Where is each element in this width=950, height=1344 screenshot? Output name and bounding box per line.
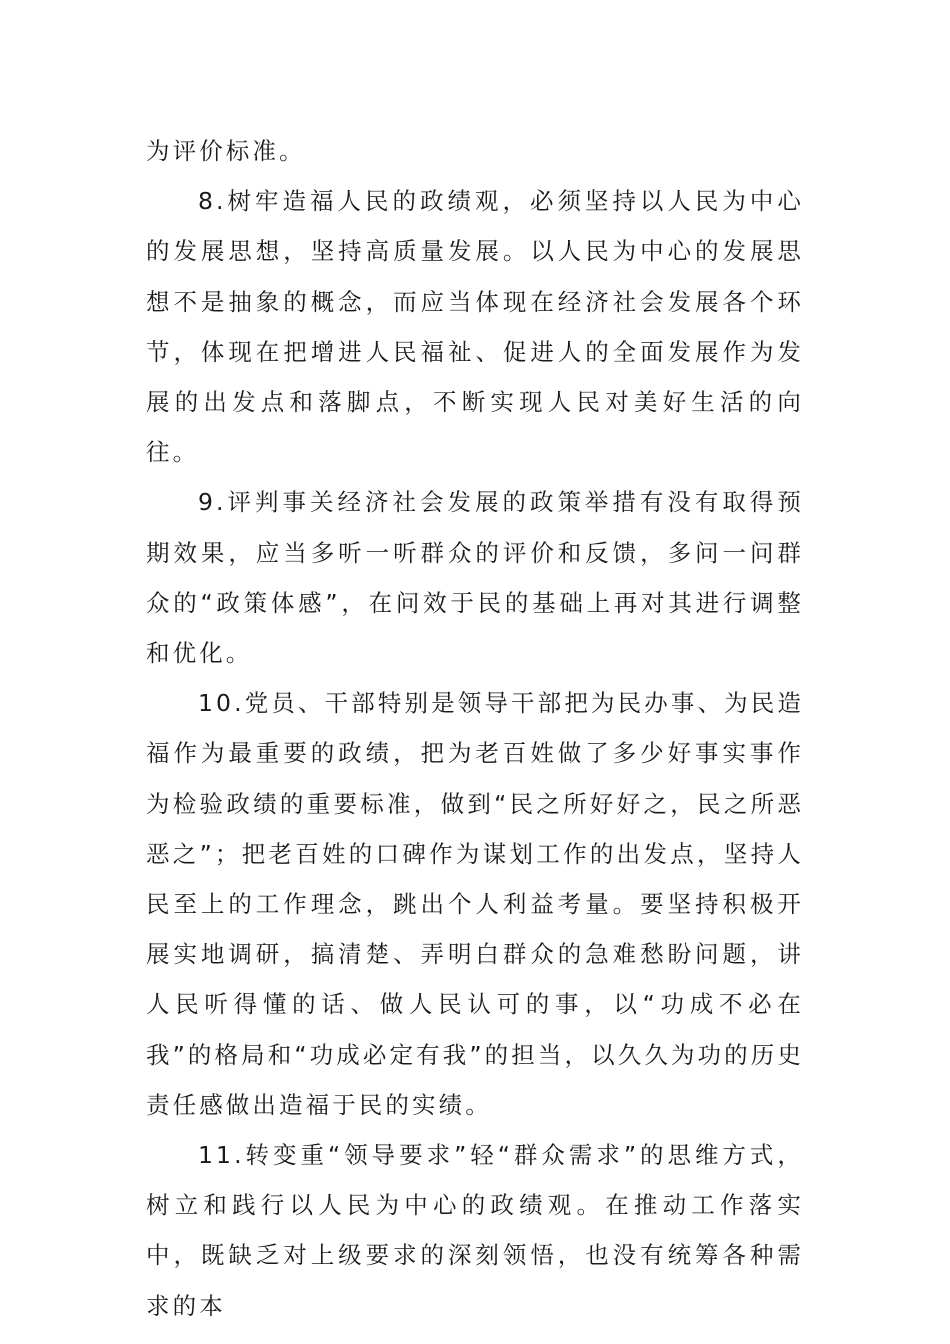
document-body <box>146 126 804 1331</box>
paragraph-10: 10.党员、干部特别是领导干部把为民办事、为民造福作为最重要的政绩，把为老百姓做了多少好事实事作为检验政绩的重要标准，做到“民之所好好之，民之所恶恶之”；把老百姓的口碑作为谋划工作的出发点，坚持人民至上的工作理念，跳出个人利益考量。要坚持积极开展实地调研，搞清楚、弄明白群众的急难愁盼问题，讲人民听得懂的话、做人民认可的事，以“功成不必在我”的格局和“功成必定有我”的担当，以久久为功的历史责任感做出造福于民的实绩。 <box>146 689 804 1119</box>
paragraph-11: 11.转变重“领导要求”轻“群众需求”的思维方式，树立和践行以人民为中心的政绩观。在推动工作落实中，既缺乏对上级要求的深刻领悟，也没有统筹各种需求的本 <box>146 1141 804 1320</box>
paragraph-9: 9.评判事关经济社会发展的政策举措有没有取得预期效果，应当多听一听群众的评价和反馈，多问一问群众的“政策体感”，在问效于民的基础上再对其进行调整和优化。 <box>146 488 804 668</box>
paragraph-7-tail: 为评价标准。 <box>146 137 306 165</box>
paragraph-8: 8.树牢造福人民的政绩观，必须坚持以人民为中心的发展思想，坚持高质量发展。以人民为中心的发展思想不是抽象的概念，而应当体现在经济社会发展各个环节，体现在把增进人民福祉、促进人的全面发展作为发展的出发点和落脚点，不断实现人民对美好生活的向往。 <box>146 187 804 467</box>
